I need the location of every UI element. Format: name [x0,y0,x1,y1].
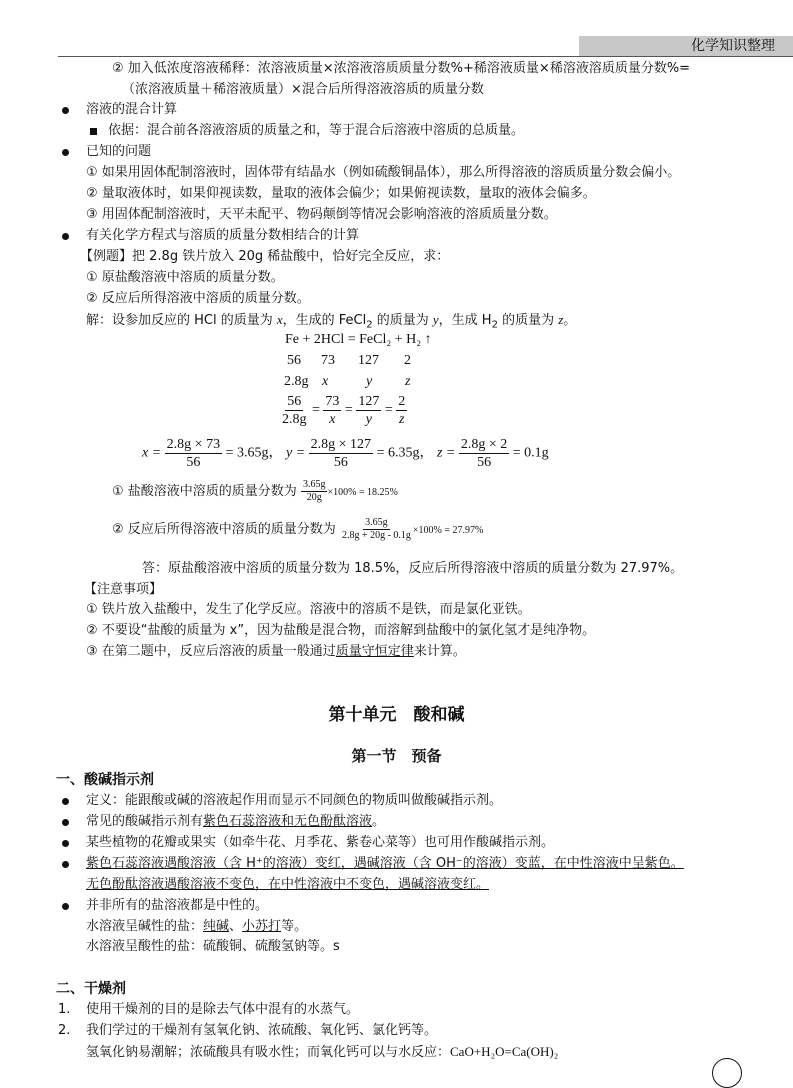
header-rule [58,56,793,57]
note-2: ② 不要设“盐酸的质量为 x”，因为盐酸是混合物，而溶解到盐酸中的氯化氢才是纯净物。 [86,623,596,638]
molar-mass: 56 [287,353,301,368]
bullet-icon [62,861,69,868]
salt-note: 并非所有的盐溶液都是中性的。 [86,898,269,913]
known-item-1: ① 如果用固体配制溶液时，固体带有结晶水（例如硫酸铜晶体），那么所得溶液的溶质质量分数会偏小。 [86,165,681,180]
answer-1-result: ×100% = 18.25% [327,487,398,498]
answer-1-label: ① 盐酸溶液中溶质的质量分数为 [112,484,297,499]
bullet-icon [62,149,69,156]
notes-title: 【注意事项】 [84,582,163,597]
calc-z-lhs: z = [436,445,456,461]
answer-2 [112,517,483,542]
bullet-icon [62,903,69,910]
answer-1 [112,479,398,504]
var-y: y [432,312,439,327]
var-x: x [276,312,283,327]
reaction-equation: Fe + 2HCl = FeCl₂ + H₂ ↑ [285,332,432,347]
ratio-fraction: $\frac{2}{z}$ [398,394,406,427]
indicator-definition: 定义：能跟酸或碱的溶液起作用而显示不同颜色的物质叫做酸碱指示剂。 [86,793,503,808]
cao-equation: CaO+H₂O=Ca(OH)₂ [450,1044,559,1059]
given-mass: 2.8g [284,374,309,389]
bullet-icon [62,798,69,805]
desiccant-item-1: 使用干燥剂的目的是除去气体中混有的水蒸气。 [86,1002,360,1017]
calc-z-fraction: $\frac{2.8g \times 2}{56}$ [460,437,508,470]
indicator-common-text: 。 [372,814,386,829]
molar-mass: 73 [321,353,335,368]
alkaline-salts-text: 等。 [281,919,308,934]
desiccant-item-num: 1. [58,1002,71,1017]
dilution-line-1: ② 加入低浓度溶液稀释：浓溶液质量×浓溶液溶质质量分数%+稀溶液质量×稀溶液溶质质量分数%= [112,61,691,76]
desiccant-item-3-text: 氢氧化钠易潮解；浓硫酸具有吸水性；而氧化钙可以与水反应： [86,1045,451,1060]
known-item-2: ② 量取液体时，如果仰视读数，量取的液体会偏少；如果俯视读数，量取的液体会偏多。 [86,186,596,201]
indicator-litmus-color: 紫色石蕊溶液遇酸溶液（含 H⁺的溶液）变红，遇碱溶液（含 OH⁻的溶液）变蓝，在中性溶液中呈紫色。 [86,856,684,871]
answer-2-label: ② 反应后所得溶液中溶质的质量分数为 [112,522,336,537]
ratio-equation [280,393,407,428]
example-text: 把 2.8g 铁片放入 20g 稀盐酸中，恰好完全反应，求： [132,249,450,264]
indicator-common [86,813,385,831]
calc-x-fraction: $\frac{2.8g \times 73}{56}$ [166,437,221,470]
known-item-3: ③ 用固体配制溶液时，天平未配平、物码颠倒等情况会影响溶液的溶质质量分数。 [86,207,557,222]
mixing-title: 溶液的混合计算 [86,102,178,117]
unit-title: 第十单元 酸和碱 [328,705,465,725]
alkaline-salts-text: 水溶液呈碱性的盐： [86,919,204,934]
page-number-circle [712,1058,742,1088]
molar-mass: 2 [404,353,411,368]
indicator-plants: 某些植物的花瓣或果实（如牵牛花、月季花、紫卷心菜等）也可用作酸碱指示剂。 [86,835,555,850]
square-bullet-icon [90,128,97,135]
note-3 [86,643,466,661]
example-tag: 【例题】 [80,249,133,264]
ratio-fraction: $\frac{56}{2.8g}$ [282,394,307,427]
equals-sign: = [344,402,353,418]
given-mass: y [366,374,373,389]
answer-1-fraction: $\frac{3.65g}{20g}$ [302,479,326,503]
final-answer: 答：原盐酸溶液中溶质的质量分数为 18.5%，反应后所得溶液中溶质的质量分数为 27.97%。 [142,561,684,576]
alkaline-salt-underline: 小苏打 [242,919,282,934]
indicator-phenolphthalein-color: 无色酚酞溶液遇酸溶液不变色，在中性溶液中不变色，遇碱溶液变红。 [86,877,490,892]
note-1: ① 铁片放入盐酸中，发生了化学反应。溶液中的溶质不是铁，而是氯化亚铁。 [86,602,531,617]
equals-sign: = [384,402,393,418]
desiccant-item-num: 2. [58,1023,71,1038]
bullet-icon [62,840,69,847]
indicator-common-text: 常见的酸碱指示剂有 [86,814,204,829]
ratio-fraction: $\frac{127}{y}$ [358,394,380,427]
known-title: 已知的问题 [86,144,152,159]
alkaline-salt-underline: 纯碱 [203,919,230,934]
note-3-underline: 质量守恒定律 [335,644,414,659]
solution-text: 。 [563,313,577,328]
var-z: z [558,312,564,327]
solution-text: 解：设参加反应的 HCl 的质量为 [86,313,277,328]
acidic-salts: 水溶液呈酸性的盐：硫酸铜、硫酸氢钠等。s [86,939,340,954]
section-title: 第一节 预备 [351,747,442,765]
mixing-basis: 依据：混合前各溶液溶质的质量之和，等于混合后溶液中溶质的总质量。 [108,123,525,138]
header-bar [579,36,793,56]
calc-line [142,436,549,471]
desiccant-item-2: 我们学过的干燥剂有氢氧化钠、浓硫酸、氧化钙、氯化钙等。 [86,1023,438,1038]
subscript: 2 [366,319,373,331]
calc-x-lhs: x = [142,445,162,461]
equation-title: 有关化学方程式与溶质的质量分数相结合的计算 [86,228,360,243]
given-mass: x [322,374,329,389]
solution-text: 的质量为 [497,313,559,328]
bullet-icon [62,107,69,114]
note-3-text: ③ 在第二题中，反应后溶液的质量一般通过 [86,644,336,659]
bullet-icon [62,233,69,240]
solution-text: ，生成的 FeCl [282,313,367,328]
calc-z-result: = 0.1g [512,445,549,461]
calc-y-result: = 6.35g， [376,445,434,461]
calc-y-lhs: y = [285,445,306,461]
equals-sign: = [312,402,320,418]
alkaline-salts-text: 、 [229,919,243,934]
ratio-fraction: $\frac{73}{x}$ [325,394,340,427]
answer-2-fraction: $\frac{3.65g}{2.8g + 20g - 0.1g}$ [341,517,411,541]
header-title: 化学知识整理 [691,38,775,54]
subscript: 2 [491,319,498,331]
indicator-heading: 一、酸碱指示剂 [56,772,154,788]
question-2: ② 反应后所得溶液中溶质的质量分数。 [86,291,310,306]
bullet-icon [62,819,69,826]
calc-x-result: = 3.65g， [225,445,283,461]
indicator-common-underline: 紫色石蕊溶液和无色酚酞溶液 [203,814,373,829]
desiccant-item-3 [86,1043,558,1062]
given-mass: z [405,374,411,389]
alkaline-salts [86,918,307,936]
solution-text: ，生成 H [438,313,492,328]
answer-2-result: ×100% = 27.97% [412,525,484,536]
molar-mass: 127 [358,353,379,368]
note-3-text: 来计算。 [413,644,466,659]
calc-y-fraction: $\frac{2.8g \times 127}{56}$ [310,437,372,470]
desiccant-heading: 二、干燥剂 [56,981,126,997]
example-line [80,248,449,266]
question-1: ① 原盐酸溶液中溶质的质量分数。 [86,270,284,285]
dilution-line-2: （浓溶液质量＋稀溶液质量）×混合后所得溶液溶质的质量分数 [122,82,484,97]
solution-text: 的质量为 [372,313,433,328]
